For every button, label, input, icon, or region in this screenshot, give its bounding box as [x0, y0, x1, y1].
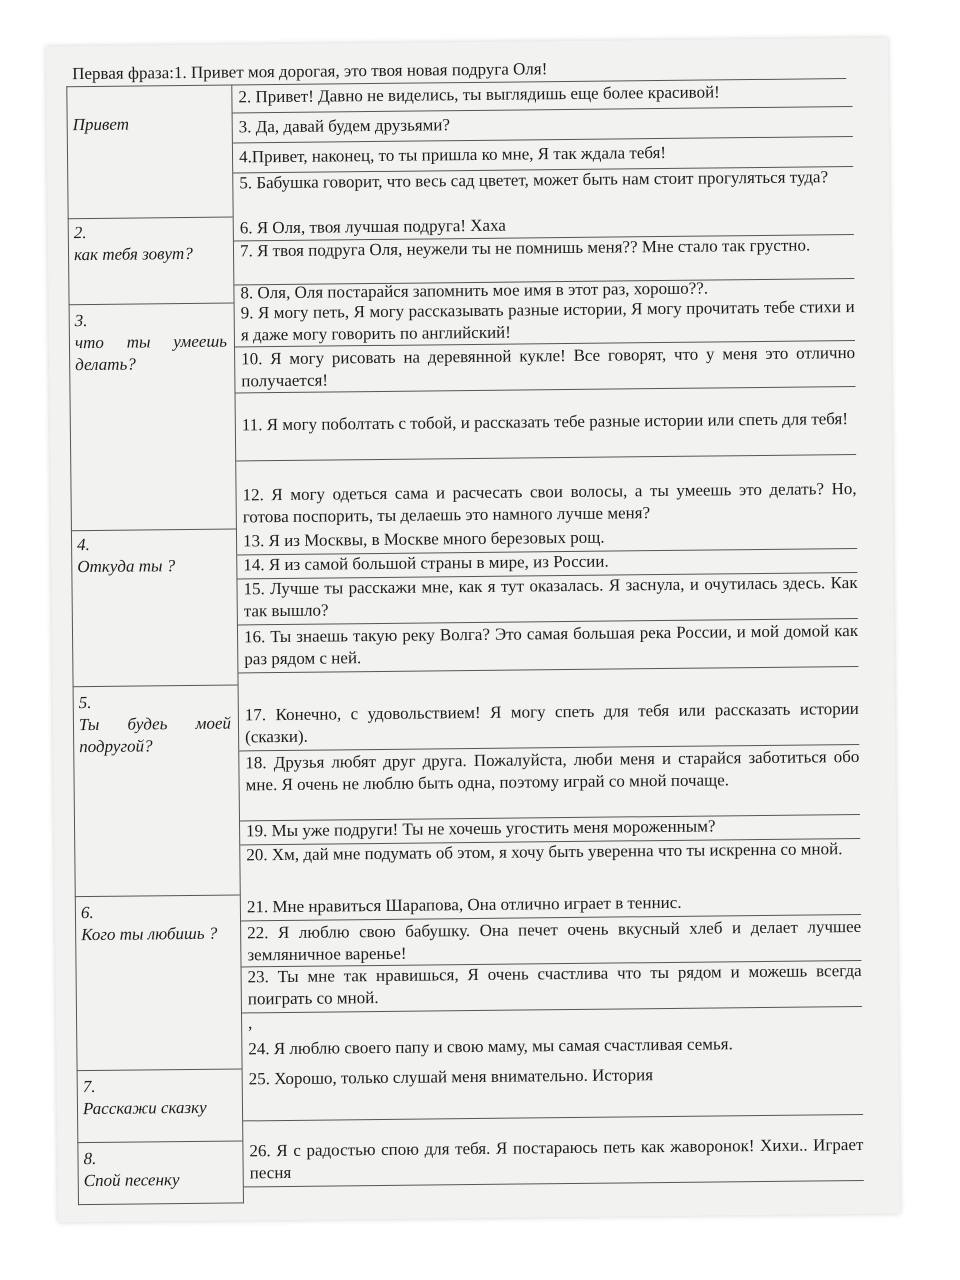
question-label: Привет [72, 114, 130, 135]
answer-12: 12. Я могу одеться сама и расчесать свои волосы, а ты умеешь это делать? Но, готова поспорить, ты делаешь это намного лучше меня? [242, 478, 857, 527]
answer-4: 4.Привет, наконец, то ты пришла ко мне, Я так ждала тебя! [238, 142, 667, 167]
answer-19: 19. Мы уже подруги! Ты не хочешь угостить меня мороженным? [245, 816, 716, 841]
question-8 [83, 1147, 235, 1193]
answer-divider [243, 1114, 863, 1121]
answer-2: 2. Привет! Давно не виделись, ты выглядишь еще более красивой! [238, 82, 720, 107]
question-number: 4. [76, 535, 90, 555]
answer-21: 21. Мне нравиться Шарапова, Она отлично играет в теннис. [246, 892, 682, 917]
answer-14: 14. Я из самой большой страны в мире, из России. [243, 551, 609, 575]
question-3 [75, 309, 228, 377]
answer-18: 18. Друзья любят друг друга. Пожалуйста, люби меня и старайся заботиться обо мне. Я очень не люблю быть одна, поэтому играй со мной почаще. [245, 746, 860, 795]
answer-15: 15. Лучше ты расскажи мне, как я тут оказалась. Я заснула, и очутилась здесь. Как так вышло? [243, 572, 858, 621]
question-number: 8. [83, 1148, 97, 1169]
answer-26: 26. Я с радостью спою для тебя. Я постараюсь петь как жаворонок! Хихи.. Играет песня [249, 1134, 864, 1183]
answer-6: 6. Я Оля, твоя лучшая подруга! Хаха [239, 215, 506, 238]
answer-24: 24. Я люблю своего папу и свою маму, мы самая счастливая семья. [248, 1034, 733, 1059]
answer-5: 5. Бабушка говорит, что весь сад цветет, может быть нам стоит прогуляться туда? [239, 167, 829, 193]
question-number: 2. [73, 223, 87, 243]
answer-17: 17. Конечно, с удовольствием! Я могу спеть для тебя или рассказать истории (сказки). [244, 698, 859, 747]
question-7 [83, 1075, 235, 1121]
question-label: Откуда ты ? [77, 556, 176, 577]
question-5 [79, 691, 232, 759]
question-label: как тебя зовут? [73, 243, 193, 265]
answer-divider [236, 454, 856, 461]
question-label: Ты будеь моей подругой? [78, 713, 232, 757]
answer-11: 11. Я могу поболтать с тобой, и рассказать тебе разные истории или спеть для тебя! [241, 409, 849, 435]
answer-10: 10. Я могу рисовать на деревянной кукле! Все говорят, что у меня это отлично получается! [241, 342, 856, 391]
answer-13: 13. Я из Москвы, в Москве много березовых рощ. [242, 527, 605, 551]
question-1 [73, 113, 225, 137]
question-label: Спой песенку [83, 1170, 180, 1191]
question-number: 3. [74, 311, 88, 331]
stray-mark: , [248, 1013, 253, 1033]
answer-9: 9. Я могу петь, Я могу рассказывать разные истории, Я могу прочитать тебе стихи и я даже могу говорить по английский! [240, 296, 855, 345]
answer-25: 25. Хорошо, только слушай меня внимательно. История [248, 1065, 654, 1089]
question-2 [74, 221, 226, 267]
answer-23: 23. Ты мне так нравишься, Я очень счастлива что ты рядом и можешь всегда поиграть со мной. [247, 960, 862, 1009]
question-label: что ты умеешь делать? [74, 331, 228, 375]
answer-20: 20. Хм, дай мне подумать об этом, я хочу быть уверенна что ты искренна со мной. [246, 839, 843, 865]
answer-3: 3. Да, давай будем друзьями? [238, 115, 451, 137]
header-first-phrase: Первая фраза:1. Привет моя дорогая, это твоя новая подруга Оля! [72, 59, 548, 84]
question-6 [81, 901, 233, 947]
question-label: Расскажи сказку [82, 1097, 207, 1119]
answer-8: 8. Оля, Оля постарайся запомнить мое имя в этот раз, хорошо??. [240, 278, 709, 303]
question-number: 7. [82, 1076, 96, 1097]
answer-16: 16. Ты знаешь такую реку Волга? Это самая большая река России, и мой домой как раз рядом с ней. [243, 620, 859, 669]
worksheet-page [46, 38, 900, 1223]
question-number: 6. [80, 902, 94, 923]
answer-22: 22. Я люблю свою бабушку. Она печет очень вкусный хлеб и делает лучшее земляничное варенье! [247, 916, 862, 965]
answer-7: 7. Я твоя подруга Оля, неужели ты не помнишь меня?? Мне стало так грустно. [239, 235, 811, 261]
question-label: Кого ты любишь ? [81, 923, 218, 945]
question-4 [77, 533, 229, 579]
question-number: 5. [78, 692, 92, 713]
